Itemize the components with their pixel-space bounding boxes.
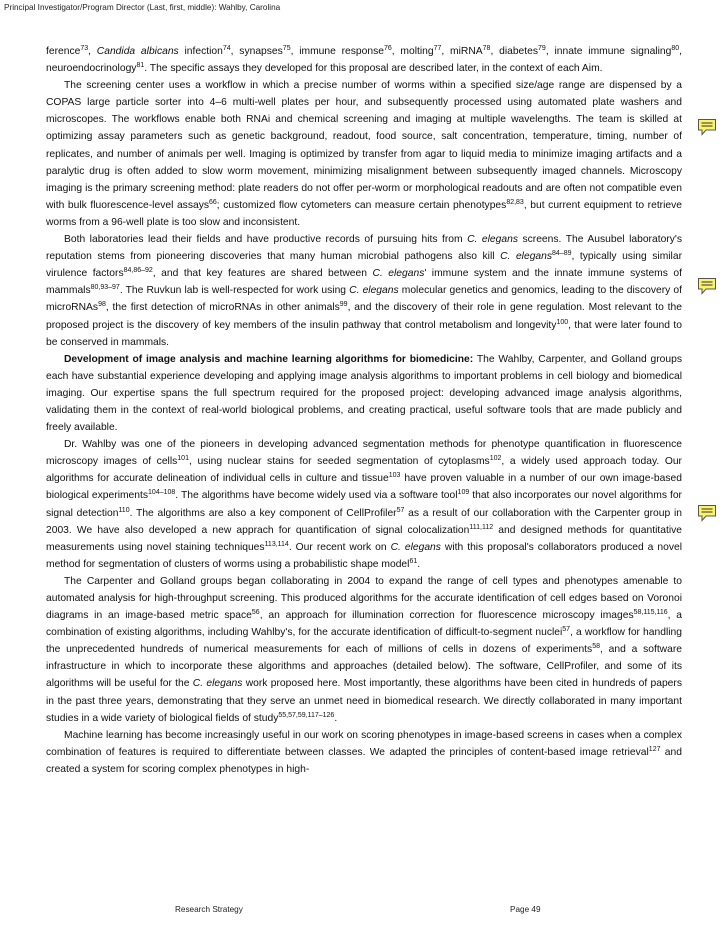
text-run: . Our recent work on (288, 541, 391, 553)
citation-superscript: 127 (648, 745, 661, 753)
paragraph-machine-learning (46, 727, 682, 778)
text-run: . The specific assays they developed for this proposal are described later, in the context of each Aim. (144, 63, 603, 75)
text-run: ; customized flow cytometers can measure certain phenotypes (216, 199, 507, 211)
citation-superscript: 58,115,116 (633, 609, 668, 617)
text-run: infection (178, 46, 223, 57)
comment-note-icon[interactable] (697, 504, 717, 522)
text-run: that also incorporates our novel algorithms for signal detection (46, 490, 682, 519)
text-run: The Wahlby, Carpenter, and Golland groups each have substantial experience developing and applying image analysis algorithms to important problems in cell biology and biomedical imaging. Our expertise spans the full spectrum required for the proposed project: developing advanced image analysis algorithms, validating them in the context of real-world biological problems, and creating practical, useful software tools that are made publicly and freely available. (46, 353, 682, 434)
citation-superscript: 110 (118, 506, 130, 514)
citation-superscript: 55,57,59,117–126 (278, 711, 335, 719)
comment-note-icon[interactable] (697, 277, 717, 295)
text-run: . (334, 712, 338, 724)
text-run: , the first detection of microRNAs in other animals (105, 302, 340, 314)
citation-superscript: 82,83 (506, 198, 524, 206)
italic-term: Candida albicans (96, 46, 179, 57)
citation-superscript: 73 (80, 45, 89, 52)
text-run: , miRNA (441, 46, 483, 57)
text-run: , innate immune signaling (545, 46, 672, 57)
text-run: . (417, 558, 421, 570)
text-run: , but current equipment to retrieve worms from a 96-well plate is too slow and inconsistent. (46, 199, 682, 228)
citation-superscript: 103 (388, 472, 401, 480)
paragraph-wahlby (46, 436, 682, 573)
italic-term: C. elegans (390, 541, 441, 553)
text-run: screens. The Ausubel laboratory's reputation stems from pioneering discoveries that many human microbial pathogens also kill (46, 234, 682, 263)
italic-term: C. elegans (500, 251, 553, 263)
citation-superscript: 80 (671, 45, 680, 52)
text-run: , neuroendocrinology (46, 46, 683, 75)
text-run: molecular genetics and genomics, leading to the discovery of microRNAs (46, 285, 682, 314)
text-run: , diabetes (490, 46, 539, 57)
text-run: , that were later found to be conserved in mammals. (46, 319, 682, 348)
paragraph-carpenter (46, 573, 682, 727)
citation-superscript: 77 (433, 45, 442, 52)
citation-superscript: 84–89 (552, 250, 572, 258)
citation-superscript: 111,112 (469, 523, 494, 531)
citation-superscript: 58 (592, 643, 600, 651)
text-run: , and that key features are shared between (152, 268, 373, 280)
italic-term: C. elegans (467, 234, 518, 246)
text-run: The screening center uses a workflow in which a precise number of worms within a specified size/age range are dispensed by a COPAS large particle sorter into 4–6 multi-well plates per hour, and subsequently processed using automated plate washers and microscopes. The workflows enable both RNAi and chemical screening and imaging at multiple wavelengths. The team is skilled at optimizing assay parameters such as genetic background, readout, food source, salt concentration, temperature, timing, number of replicates, and number of animals per well. Imaging is optimized by transfer from agar to liquid media to minimize imaging artifacts and a paralytic drug is often added to slow worm movement, minimizing misalignment between subsequently imaged channels. Microscopy imaging is the primary screening method: plate readers do not offer per-worm or morphological readouts and are often not compatible even with bulk fluorescence-level assays (46, 80, 682, 211)
document-body (46, 43, 682, 778)
paragraph-laboratories (46, 231, 682, 351)
paragraph-continued (46, 43, 682, 77)
citation-superscript: 78 (482, 45, 491, 52)
text-run: ' immune system and the innate immune systems of mammals (46, 268, 682, 297)
text-run: , typically using similar virulence factors (46, 251, 682, 280)
text-run: Machine learning has become increasingly useful in our work on scoring phenotypes in image-based screens in cases when a complex combination of features is required to differentiate between classes. We adapted the principles of content-based image retrieval (46, 729, 682, 758)
text-run: . The Ruvkun lab is well-respected for work using (119, 285, 350, 297)
text-run: The Carpenter and Golland groups began collaborating in 2004 to expand the range of cell types and phenotypes amenable to automated analysis for high-throughput screening. This produced algorithms for the accurate identification of cell edges based on Voronoi diagrams in an image-based metric space (46, 575, 682, 622)
paragraph-screening (46, 77, 682, 231)
citation-superscript: 113,114 (264, 540, 289, 548)
text-run: , (88, 46, 97, 57)
text-run: , and a software infrastructure in which to incorporate these algorithms and approaches (detailed below). The software, CellProfiler, and some of its algorithms will be useful for the (46, 644, 682, 690)
text-run: , molting (391, 46, 434, 57)
text-run: as a result of our collaboration with the Carpenter group in 2003. We have also developed a new apprach for quantification of signal colocalization (46, 507, 682, 536)
citation-superscript: 84,86–92 (123, 267, 153, 275)
citation-superscript: 98 (98, 301, 106, 309)
text-run: Both laboratories lead their fields and have productive records of pursuing hits from (64, 234, 468, 246)
footer-section-label: Research Strategy (175, 905, 243, 914)
text-run: , using nuclear stains for seeded segmentation of cytoplasms (188, 456, 490, 468)
citation-superscript: 81 (136, 62, 145, 70)
text-run: with this proposal's collaborators produced a novel method for segmentation of clusters of worms using a probabilistic shape model (46, 541, 682, 570)
citation-superscript: 76 (383, 45, 392, 52)
text-run: and created a system for scoring complex phenotypes in high- (46, 746, 682, 775)
footer-page-number: Page 49 (510, 905, 541, 914)
text-run: , immune response (290, 46, 384, 57)
italic-term: C. elegans (192, 678, 243, 690)
paragraph-development (46, 351, 682, 436)
text-run: ference (46, 46, 81, 57)
citation-superscript: 102 (489, 455, 502, 463)
citation-superscript: 61 (409, 557, 418, 565)
page-header: Principal Investigator/Program Director (Last, first, middle): Wahlby, Carolina (4, 3, 281, 12)
text-run: , a workflow for handling the unprecedented hundreds of numerical measurements for each of millions of cells in dozens of experiments (46, 627, 682, 656)
citation-superscript: 109 (457, 489, 470, 497)
citation-superscript: 100 (556, 318, 569, 326)
citation-superscript: 104–108 (148, 489, 176, 497)
citation-superscript: 80,93–97 (90, 284, 120, 292)
citation-superscript: 74 (222, 45, 231, 52)
citation-superscript: 79 (538, 45, 546, 52)
text-run: work proposed here. Most importantly, these algorithms have been cited in hundreds of papers in the past three years, demonstrating that they serve an unmet need in biomedical research. We directly collaborated in many important studies in a wide variety of biological fields of study (46, 678, 682, 724)
citation-superscript: 75 (282, 45, 291, 52)
citation-superscript: 66 (209, 198, 217, 206)
section-heading: Development of image analysis and machine learning algorithms for biomedicine: (64, 353, 474, 365)
text-run: , synapses (230, 46, 283, 57)
text-run: have proven valuable in a number of our own image-based biological experiments (46, 473, 682, 502)
text-run: Dr. Wahlby was one of the pioneers in developing advanced segmentation methods for phenotype quantification in fluorescence microscopy images of cells (46, 439, 682, 468)
text-run: . The algorithms are also a key component of CellProfiler (129, 507, 397, 519)
italic-term: C. elegans (372, 268, 425, 280)
citation-superscript: 99 (339, 301, 348, 309)
text-run: , a combination of existing algorithms, including Wahlby's, for the accurate identification of difficult-to-segment nuclei (46, 610, 683, 639)
citation-superscript: 56 (251, 609, 260, 617)
text-run: , an approach for illumination correction for fluorescence microscopy images (259, 610, 634, 622)
text-run: , and the discovery of their role in gene regulation. Most relevant to the proposed project is the discovery of key members of the insulin pathway that control metabolism and longevity (46, 302, 682, 331)
citation-superscript: 57 (396, 506, 405, 514)
comment-note-icon[interactable] (697, 118, 717, 136)
italic-term: C. elegans (349, 285, 399, 297)
citation-superscript: 57 (562, 626, 571, 634)
text-run: . The algorithms have become widely used via a software tool (175, 490, 458, 502)
text-run: and designed methods for quantitative measurements using novel staining techniques (46, 524, 682, 553)
text-run: , a widely used approach today. Our algorithms for accurate delineation of individual cells in culture and tissue (46, 456, 682, 485)
citation-superscript: 101 (177, 455, 189, 463)
